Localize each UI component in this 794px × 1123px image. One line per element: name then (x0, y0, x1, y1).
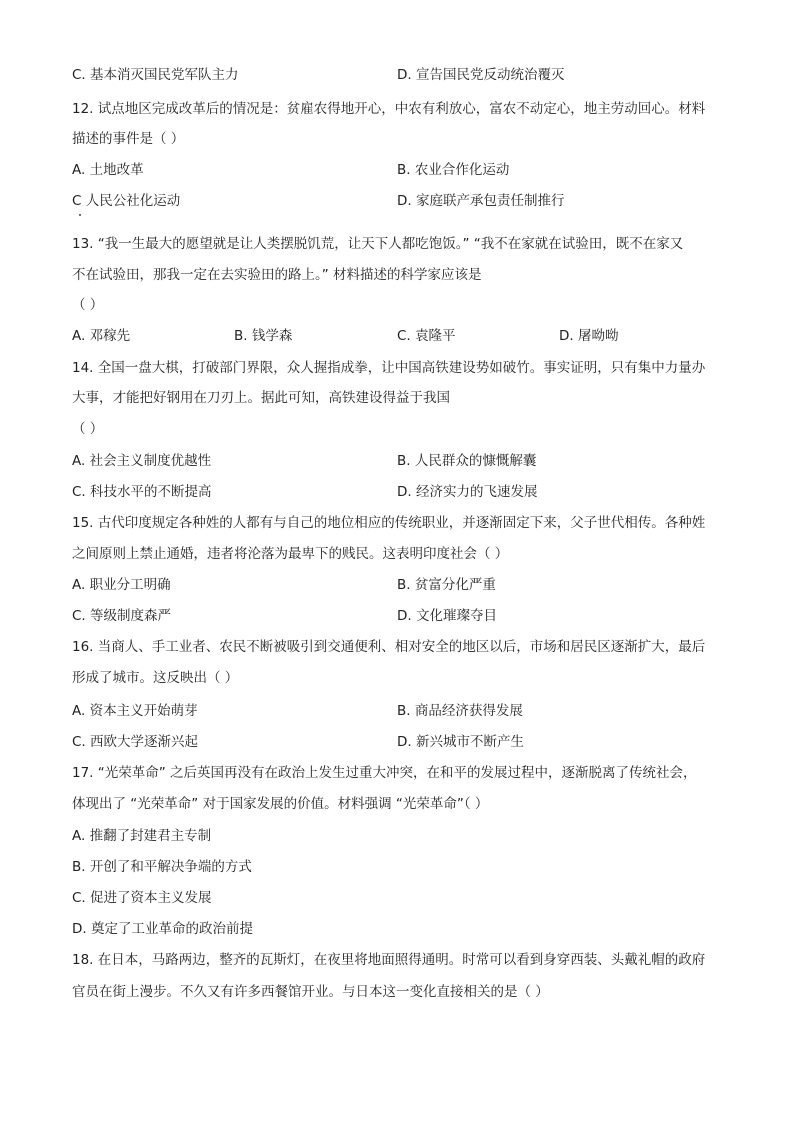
q15-option-b: B. 贫富分化严重 (397, 577, 496, 593)
q13-option-c: C. 袁隆平 (397, 328, 456, 344)
q13-option-d: D. 屠呦呦 (559, 328, 619, 344)
q15-stem-line1: 15. 古代印度规定各种姓的人都有与自己的地位相应的传统职业，并逐渐固定下来，父子世代相传。各种姓 (72, 515, 706, 531)
q12-stem-line1: 12. 试点地区完成改革后的情况是：贫雇农得地开心，中农有利放心，富农不动定心，地主劳动回心。材料 (72, 101, 706, 117)
q11-option-d: D. 宣告国民党反动统治覆灭 (397, 67, 565, 83)
q14-option-b: B. 人民群众的慷慨解囊 (397, 453, 537, 469)
q17-stem-line1: 17. “光荣革命” 之后英国再没有在政治上发生过重大冲突，在和平的发展过程中，逐渐脱离了传统社会， (72, 765, 697, 781)
q11-option-c: C. 基本消灭国民党军队主力 (72, 67, 239, 83)
q12-option-a: A. 土地改革 (72, 162, 144, 178)
q14-stem-line3: （ ） (72, 421, 104, 437)
q18-stem-line2: 官员在街上漫步。不久又有许多西餐馆开业。与日本这一变化直接相关的是（ ） (72, 984, 549, 1000)
q17-option-b: B. 开创了和平解决争端的方式 (72, 859, 252, 875)
q17-option-d: D. 奠定了工业革命的政治前提 (72, 921, 253, 937)
q15-option-d: D. 文化璀璨夺目 (397, 608, 497, 624)
q16-option-d: D. 新兴城市不断产生 (397, 734, 524, 750)
q14-option-a: A. 社会主义制度优越性 (72, 453, 212, 469)
q18-stem-line1: 18. 在日本，马路两边，整齐的瓦斯灯，在夜里将地面照得通明。时常可以看到身穿西装、头戴礼帽的政府 (72, 952, 706, 968)
q13-stem-line2: 不在试验田，那我一定在去实验田的路上。” 材料描述的科学家应该是 (72, 267, 482, 283)
q16-stem-line2: 形成了城市。这反映出（ ） (72, 670, 239, 686)
q12-option-d: D. 家庭联产承包责任制推行 (397, 193, 565, 209)
q16-option-a: A. 资本主义开始萌芽 (72, 703, 198, 719)
q14-stem-line2: 大事，才能把好钢用在刀刃上。据此可知，高铁建设得益于我国 (72, 390, 450, 406)
q16-option-c: C. 西欧大学逐渐兴起 (72, 734, 199, 750)
q15-option-c: C. 等级制度森严 (72, 608, 172, 624)
q13-stem-line3: （ ） (72, 297, 104, 313)
q15-stem-line2: 之间原则上禁止通婚，违者将沦落为最卑下的贱民。这表明印度社会（ ） (72, 546, 509, 562)
q14-option-d: D. 经济实力的飞速发展 (397, 484, 538, 500)
q13-option-b: B. 钱学森 (234, 328, 293, 344)
q15-option-a: A. 职业分工明确 (72, 577, 171, 593)
q13-stem-line1: 13. “我一生最大的愿望就是让人类摆脱饥荒，让天下人都吃饱饭。” “我不在家就在试验田，既不在家又 (72, 236, 684, 252)
q12-option-c: C 人民公社化运动 (72, 193, 181, 209)
q16-option-b: B. 商品经济获得发展 (397, 703, 523, 719)
q17-option-c: C. 促进了资本主义发展 (72, 890, 212, 906)
stray-dot-mark (79, 214, 81, 216)
q13-option-a: A. 邓稼先 (72, 328, 131, 344)
q12-option-b: B. 农业合作化运动 (397, 162, 510, 178)
q14-option-c: C. 科技水平的不断提高 (72, 484, 212, 500)
q17-option-a: A. 推翻了封建君主专制 (72, 828, 212, 844)
q17-stem-line2: 体现出了 “光荣革命” 对于国家发展的价值。材料强调 “光荣革命”（ ） (72, 796, 489, 812)
q14-stem-line1: 14. 全国一盘大棋，打破部门界限，众人握指成拳，让中国高铁建设势如破竹。事实证明，只有集中力量办 (72, 360, 706, 376)
q16-stem-line1: 16. 当商人、手工业者、农民不断被吸引到交通便利、相对安全的地区以后，市场和居民区逐渐扩大，最后 (72, 639, 706, 655)
q12-stem-line2: 描述的事件是（ ） (72, 131, 185, 147)
